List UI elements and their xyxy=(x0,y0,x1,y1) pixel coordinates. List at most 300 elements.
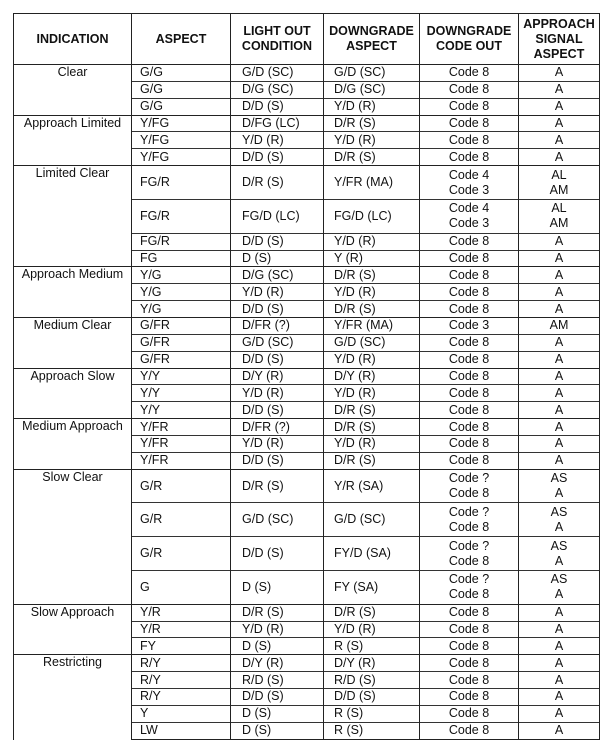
indication-cell xyxy=(14,419,132,470)
downgrade-aspect-cell-text: R (S) xyxy=(334,638,364,653)
approach-aspect-cell-text: A xyxy=(554,723,564,738)
approach-aspect-cell xyxy=(519,503,600,537)
light-out-cell-text: D (S) xyxy=(242,723,272,738)
light-out-cell xyxy=(231,604,324,621)
aspect-cell xyxy=(132,672,231,689)
light-out-cell-text: Y/D (R) xyxy=(242,385,284,400)
light-out-cell xyxy=(231,503,324,537)
downgrade-aspect-cell-text: Y/FR (MA) xyxy=(334,318,394,333)
indication-label: Clear xyxy=(57,65,88,79)
downgrade-aspect-cell xyxy=(324,317,420,334)
light-out-cell xyxy=(231,435,324,452)
approach-aspect-cell xyxy=(519,149,600,166)
indication-cell xyxy=(14,604,132,655)
light-out-cell-text: D/G (SC) xyxy=(242,82,294,97)
downgrade-aspect-cell-text: FY/D (SA) xyxy=(334,546,391,561)
downgrade-aspect-cell-text: FG/D (LC) xyxy=(334,208,392,223)
light-out-cell-text: D/D (S) xyxy=(242,149,284,164)
downgrade-code-cell xyxy=(420,402,519,419)
approach-aspect-cell xyxy=(519,419,600,436)
header-downgrade-code-out: DOWNGRADE CODE OUT xyxy=(420,14,519,65)
downgrade-code-cell-text: Code ? xyxy=(448,504,490,519)
table-row xyxy=(14,604,600,621)
downgrade-aspect-cell xyxy=(324,655,420,672)
downgrade-aspect-cell xyxy=(324,199,420,233)
approach-aspect-cell xyxy=(519,638,600,655)
approach-aspect-cell xyxy=(519,81,600,98)
approach-aspect-cell xyxy=(519,317,600,334)
aspect-cell-text: Y/R xyxy=(140,605,161,620)
light-out-cell xyxy=(231,267,324,284)
downgrade-code-cell xyxy=(420,452,519,469)
light-out-cell xyxy=(231,81,324,98)
downgrade-aspect-cell xyxy=(324,334,420,351)
downgrade-code-cell-text: Code 3 xyxy=(448,182,490,197)
light-out-cell xyxy=(231,452,324,469)
downgrade-code-cell xyxy=(420,284,519,301)
approach-aspect-cell-text: A xyxy=(554,82,564,97)
approach-aspect-cell-text: A xyxy=(554,402,564,417)
aspect-cell-text: G/G xyxy=(140,65,163,80)
approach-aspect-cell xyxy=(519,351,600,368)
indication-label: Medium Clear xyxy=(33,317,112,332)
downgrade-aspect-cell-text: R (S) xyxy=(334,706,364,721)
aspect-cell xyxy=(132,469,231,503)
downgrade-code-cell xyxy=(420,385,519,402)
downgrade-code-cell-text: Code 8 xyxy=(448,672,490,687)
light-out-cell xyxy=(231,621,324,638)
light-out-cell-text: D/D (S) xyxy=(242,402,284,417)
downgrade-code-cell-text: Code 8 xyxy=(448,368,490,383)
signal-aspect-table xyxy=(13,13,600,740)
approach-aspect-cell-text: AM xyxy=(549,318,569,333)
downgrade-code-cell xyxy=(420,351,519,368)
aspect-cell-text: R/Y xyxy=(140,655,161,670)
approach-aspect-cell-text: A xyxy=(554,284,564,299)
indication-cell xyxy=(14,317,132,368)
downgrade-aspect-cell-text: R/D (S) xyxy=(334,672,376,687)
approach-aspect-cell xyxy=(519,537,600,571)
approach-aspect-cell-text: A xyxy=(554,234,564,249)
downgrade-aspect-cell xyxy=(324,385,420,402)
downgrade-code-cell-text: Code 8 xyxy=(448,132,490,147)
approach-aspect-cell xyxy=(519,604,600,621)
aspect-cell xyxy=(132,334,231,351)
aspect-cell-text: Y/Y xyxy=(140,385,161,400)
downgrade-code-cell-text: Code 8 xyxy=(448,723,490,738)
light-out-cell xyxy=(231,250,324,267)
downgrade-code-cell-text: Code 4 xyxy=(448,167,490,182)
downgrade-code-cell-text: Code 8 xyxy=(448,267,490,282)
light-out-cell xyxy=(231,284,324,301)
aspect-cell-text: G/FR xyxy=(140,352,170,367)
downgrade-aspect-cell-text: Y/R (SA) xyxy=(334,478,384,493)
downgrade-aspect-cell-text: Y/D (R) xyxy=(334,284,376,299)
light-out-cell xyxy=(231,672,324,689)
light-out-cell-text: D/D (S) xyxy=(242,301,284,316)
light-out-cell xyxy=(231,115,324,132)
downgrade-aspect-cell-text: D/R (S) xyxy=(334,419,376,434)
downgrade-aspect-cell xyxy=(324,452,420,469)
downgrade-code-cell xyxy=(420,435,519,452)
light-out-cell-text: D/D (S) xyxy=(242,234,284,249)
downgrade-aspect-cell xyxy=(324,166,420,200)
downgrade-aspect-cell xyxy=(324,402,420,419)
approach-aspect-cell xyxy=(519,469,600,503)
approach-aspect-cell xyxy=(519,672,600,689)
approach-aspect-cell-text: A xyxy=(554,99,564,114)
aspect-cell-text: Y/G xyxy=(140,267,162,282)
approach-aspect-cell xyxy=(519,621,600,638)
downgrade-code-cell-text: Code 8 xyxy=(448,419,490,434)
downgrade-code-cell-text: Code 8 xyxy=(448,587,490,602)
approach-aspect-cell-text: AS xyxy=(550,572,568,587)
light-out-cell-text: D (S) xyxy=(242,579,272,594)
header-downgrade-aspect: DOWNGRADE ASPECT xyxy=(324,14,420,65)
light-out-cell-text: D/R (S) xyxy=(242,175,284,190)
downgrade-aspect-cell-text: Y (R) xyxy=(334,250,363,265)
light-out-cell xyxy=(231,233,324,250)
downgrade-code-cell-text: Code 8 xyxy=(448,284,490,299)
aspect-cell-text: G/G xyxy=(140,99,163,114)
downgrade-aspect-cell-text: Y/D (R) xyxy=(334,436,376,451)
downgrade-aspect-cell xyxy=(324,469,420,503)
downgrade-code-cell-text: Code 8 xyxy=(448,486,490,501)
table-row xyxy=(14,469,600,503)
light-out-cell xyxy=(231,317,324,334)
downgrade-aspect-cell-text: G/D (SC) xyxy=(334,512,386,527)
downgrade-aspect-cell-text: D/R (S) xyxy=(334,402,376,417)
aspect-cell xyxy=(132,537,231,571)
downgrade-code-cell xyxy=(420,250,519,267)
downgrade-aspect-cell-text: G/D (SC) xyxy=(334,65,386,80)
downgrade-aspect-cell xyxy=(324,621,420,638)
light-out-cell xyxy=(231,385,324,402)
downgrade-aspect-cell xyxy=(324,132,420,149)
light-out-cell xyxy=(231,655,324,672)
downgrade-aspect-cell-text: D/R (S) xyxy=(334,116,376,130)
aspect-cell xyxy=(132,385,231,402)
downgrade-code-cell xyxy=(420,317,519,334)
downgrade-aspect-cell xyxy=(324,705,420,722)
downgrade-code-cell-text: Code ? xyxy=(448,471,490,486)
downgrade-code-cell xyxy=(420,267,519,284)
downgrade-aspect-cell xyxy=(324,638,420,655)
aspect-cell-text: FG/R xyxy=(140,175,170,190)
downgrade-aspect-cell-text: D/D (S) xyxy=(334,689,376,704)
table-row xyxy=(14,419,600,436)
downgrade-aspect-cell xyxy=(324,503,420,537)
approach-aspect-cell xyxy=(519,402,600,419)
aspect-cell-text: FG/R xyxy=(140,208,170,223)
light-out-cell-text: D/Y (R) xyxy=(242,655,284,670)
light-out-cell-text: D/FR (?) xyxy=(242,318,290,333)
table-row xyxy=(14,368,600,385)
light-out-cell xyxy=(231,638,324,655)
aspect-cell xyxy=(132,604,231,621)
downgrade-code-cell xyxy=(420,368,519,385)
light-out-cell xyxy=(231,351,324,368)
light-out-cell-text: Y/D (R) xyxy=(242,132,284,147)
downgrade-aspect-cell xyxy=(324,233,420,250)
downgrade-code-cell-text: Code 8 xyxy=(448,250,490,265)
downgrade-aspect-cell xyxy=(324,570,420,604)
downgrade-code-cell-text: Code 8 xyxy=(448,402,490,417)
downgrade-aspect-cell-text: D/R (S) xyxy=(334,267,376,282)
downgrade-code-cell xyxy=(420,132,519,149)
approach-aspect-cell-text: A xyxy=(554,486,564,501)
approach-aspect-cell-text: A xyxy=(554,706,564,721)
light-out-cell-text: Y/D (R) xyxy=(242,284,284,299)
downgrade-code-cell-text: Code 8 xyxy=(448,621,490,636)
approach-aspect-cell xyxy=(519,301,600,318)
approach-aspect-cell-text: A xyxy=(554,453,564,468)
downgrade-aspect-cell-text: D/R (S) xyxy=(334,149,376,164)
indication-label: Approach Medium xyxy=(21,267,124,282)
approach-aspect-cell xyxy=(519,688,600,705)
aspect-cell-text: R/Y xyxy=(140,689,161,704)
aspect-cell-text: Y/FR xyxy=(140,436,169,451)
downgrade-aspect-cell-text: D/R (S) xyxy=(334,453,376,468)
approach-aspect-cell xyxy=(519,435,600,452)
approach-aspect-cell-text: A xyxy=(554,605,564,620)
approach-aspect-cell xyxy=(519,334,600,351)
downgrade-code-cell-text: Code 8 xyxy=(448,605,490,620)
light-out-cell xyxy=(231,537,324,571)
approach-aspect-cell-text: A xyxy=(554,149,564,164)
light-out-cell xyxy=(231,98,324,115)
downgrade-code-cell-text: Code 3 xyxy=(448,216,490,231)
light-out-cell-text: D/D (S) xyxy=(242,546,284,561)
downgrade-aspect-cell xyxy=(324,722,420,739)
approach-aspect-cell-text: A xyxy=(554,689,564,704)
light-out-cell-text: D/D (S) xyxy=(242,689,284,704)
indication-cell xyxy=(14,166,132,267)
light-out-cell-text: D/Y (R) xyxy=(242,368,284,383)
approach-aspect-cell xyxy=(519,570,600,604)
aspect-cell-text: R/Y xyxy=(140,672,161,687)
downgrade-aspect-cell xyxy=(324,115,420,132)
aspect-cell xyxy=(132,250,231,267)
table-body xyxy=(14,65,600,740)
aspect-cell xyxy=(132,368,231,385)
approach-aspect-cell xyxy=(519,233,600,250)
approach-aspect-cell-text: AM xyxy=(549,182,569,197)
downgrade-code-cell xyxy=(420,65,519,82)
light-out-cell xyxy=(231,149,324,166)
downgrade-code-cell xyxy=(420,233,519,250)
table-row xyxy=(14,115,600,132)
aspect-cell-text: FY xyxy=(140,638,156,653)
approach-aspect-cell xyxy=(519,452,600,469)
downgrade-aspect-cell-text: Y/D (R) xyxy=(334,621,376,636)
approach-aspect-cell xyxy=(519,385,600,402)
approach-aspect-cell-text: A xyxy=(554,132,564,147)
downgrade-code-cell-text: Code ? xyxy=(448,572,490,587)
light-out-cell-text: G/D (SC) xyxy=(242,512,294,527)
aspect-cell xyxy=(132,301,231,318)
aspect-cell-text: G/G xyxy=(140,82,163,97)
aspect-cell-text: G/FR xyxy=(140,335,170,350)
downgrade-aspect-cell xyxy=(324,688,420,705)
approach-aspect-cell-text: A xyxy=(554,301,564,316)
aspect-cell xyxy=(132,267,231,284)
downgrade-code-cell-text: Code 8 xyxy=(448,116,490,130)
downgrade-aspect-cell-text: D/Y (R) xyxy=(334,655,376,670)
downgrade-aspect-cell-text: Y/D (R) xyxy=(334,132,376,147)
downgrade-code-cell-text: Code 8 xyxy=(448,82,490,97)
downgrade-code-cell-text: Code 8 xyxy=(448,234,490,249)
aspect-cell-text: Y xyxy=(140,706,149,721)
light-out-cell-text: Y/D (R) xyxy=(242,621,284,636)
downgrade-aspect-cell-text: Y/FR (MA) xyxy=(334,175,394,190)
downgrade-code-cell xyxy=(420,469,519,503)
downgrade-code-cell xyxy=(420,604,519,621)
downgrade-aspect-cell-text: Y/D (R) xyxy=(334,99,376,114)
approach-aspect-cell xyxy=(519,284,600,301)
approach-aspect-cell-text: A xyxy=(554,368,564,383)
indication-cell xyxy=(14,368,132,419)
downgrade-code-cell-text: Code 8 xyxy=(448,453,490,468)
downgrade-code-cell xyxy=(420,705,519,722)
light-out-cell xyxy=(231,199,324,233)
light-out-cell-text: D/FR (?) xyxy=(242,419,290,434)
downgrade-aspect-cell-text: Y/D (R) xyxy=(334,234,376,249)
approach-aspect-cell xyxy=(519,166,600,200)
downgrade-aspect-cell xyxy=(324,81,420,98)
light-out-cell xyxy=(231,722,324,739)
approach-aspect-cell-text: AM xyxy=(549,216,569,231)
approach-aspect-cell-text: A xyxy=(554,621,564,636)
aspect-cell xyxy=(132,638,231,655)
aspect-cell-text: Y/FG xyxy=(140,132,170,147)
downgrade-code-cell xyxy=(420,419,519,436)
downgrade-code-cell xyxy=(420,199,519,233)
light-out-cell-text: R/D (S) xyxy=(242,672,284,687)
light-out-cell-text: FG/D (LC) xyxy=(242,208,300,223)
approach-aspect-cell-text: AS xyxy=(550,471,568,486)
approach-aspect-cell-text: A xyxy=(554,519,564,534)
light-out-cell xyxy=(231,334,324,351)
indication-label: Approach Limited xyxy=(23,115,122,130)
approach-aspect-cell xyxy=(519,65,600,82)
downgrade-code-cell-text: Code ? xyxy=(448,538,490,553)
downgrade-code-cell xyxy=(420,688,519,705)
indication-cell xyxy=(14,469,132,604)
aspect-cell-text: Y/R xyxy=(140,621,161,636)
downgrade-code-cell-text: Code 8 xyxy=(448,335,490,350)
aspect-cell xyxy=(132,435,231,452)
header-indication: INDICATION xyxy=(14,14,132,65)
approach-aspect-cell-text: A xyxy=(554,436,564,451)
downgrade-aspect-cell-text: FY (SA) xyxy=(334,579,379,594)
downgrade-code-cell-text: Code 3 xyxy=(448,318,490,333)
light-out-cell-text: D/D (S) xyxy=(242,99,284,114)
approach-aspect-cell-text: A xyxy=(554,419,564,434)
downgrade-aspect-cell-text: Y/D (R) xyxy=(334,352,376,367)
downgrade-aspect-cell xyxy=(324,368,420,385)
downgrade-aspect-cell-text: D/R (S) xyxy=(334,605,376,620)
approach-aspect-cell-text: A xyxy=(554,250,564,265)
approach-aspect-cell-text: AL xyxy=(551,201,567,216)
light-out-cell-text: Y/D (R) xyxy=(242,436,284,451)
aspect-cell-text: Y/FG xyxy=(140,149,170,164)
approach-aspect-cell xyxy=(519,98,600,115)
light-out-cell-text: D/R (S) xyxy=(242,478,284,493)
downgrade-code-cell-text: Code 8 xyxy=(448,352,490,367)
approach-aspect-cell xyxy=(519,368,600,385)
aspect-cell xyxy=(132,233,231,250)
aspect-cell-text: G/R xyxy=(140,478,163,493)
downgrade-aspect-cell xyxy=(324,419,420,436)
downgrade-aspect-cell xyxy=(324,284,420,301)
approach-aspect-cell-text: A xyxy=(554,335,564,350)
table-row xyxy=(14,166,600,200)
approach-aspect-cell-text: A xyxy=(554,638,564,653)
aspect-cell-text: Y/Y xyxy=(140,368,161,383)
light-out-cell xyxy=(231,688,324,705)
downgrade-code-cell xyxy=(420,722,519,739)
downgrade-code-cell-text: Code 8 xyxy=(448,301,490,316)
downgrade-code-cell xyxy=(420,570,519,604)
downgrade-code-cell xyxy=(420,115,519,132)
aspect-cell xyxy=(132,655,231,672)
approach-aspect-cell-text: A xyxy=(554,267,564,282)
aspect-cell xyxy=(132,402,231,419)
downgrade-aspect-cell-text: D/Y (R) xyxy=(334,368,376,383)
approach-aspect-cell xyxy=(519,655,600,672)
downgrade-aspect-cell-text: D/G (SC) xyxy=(334,82,386,97)
approach-aspect-cell-text: A xyxy=(554,65,564,80)
downgrade-code-cell xyxy=(420,537,519,571)
indication-label: Slow Approach xyxy=(30,604,115,619)
light-out-cell-text: D (S) xyxy=(242,706,272,721)
light-out-cell-text: D/G (SC) xyxy=(242,267,294,282)
aspect-cell xyxy=(132,688,231,705)
downgrade-code-cell xyxy=(420,149,519,166)
aspect-cell-text: Y/FG xyxy=(140,116,170,130)
light-out-cell-text: G/D (SC) xyxy=(242,65,294,80)
downgrade-aspect-cell xyxy=(324,267,420,284)
downgrade-code-cell xyxy=(420,655,519,672)
approach-aspect-cell xyxy=(519,705,600,722)
aspect-cell-text: FG/R xyxy=(140,234,170,249)
approach-aspect-cell-text: AL xyxy=(551,167,567,182)
aspect-cell xyxy=(132,98,231,115)
approach-aspect-cell-text: A xyxy=(554,352,564,367)
indication-label: Slow Clear xyxy=(42,469,103,484)
light-out-cell-text: D/D (S) xyxy=(242,453,284,468)
approach-aspect-cell xyxy=(519,132,600,149)
aspect-cell xyxy=(132,115,231,132)
aspect-cell xyxy=(132,503,231,537)
downgrade-code-cell xyxy=(420,334,519,351)
indication-cell xyxy=(14,65,132,116)
downgrade-code-cell xyxy=(420,621,519,638)
aspect-cell xyxy=(132,452,231,469)
aspect-cell-text: FG xyxy=(140,250,158,265)
downgrade-aspect-cell xyxy=(324,537,420,571)
indication-label: Restricting xyxy=(42,655,103,670)
aspect-cell xyxy=(132,132,231,149)
light-out-cell-text: D/FG (LC) xyxy=(242,116,300,130)
aspect-cell xyxy=(132,81,231,98)
approach-aspect-cell-text: A xyxy=(554,672,564,687)
aspect-cell xyxy=(132,284,231,301)
aspect-cell-text: G/R xyxy=(140,512,163,527)
aspect-cell xyxy=(132,351,231,368)
approach-aspect-cell-text: A xyxy=(554,116,564,130)
